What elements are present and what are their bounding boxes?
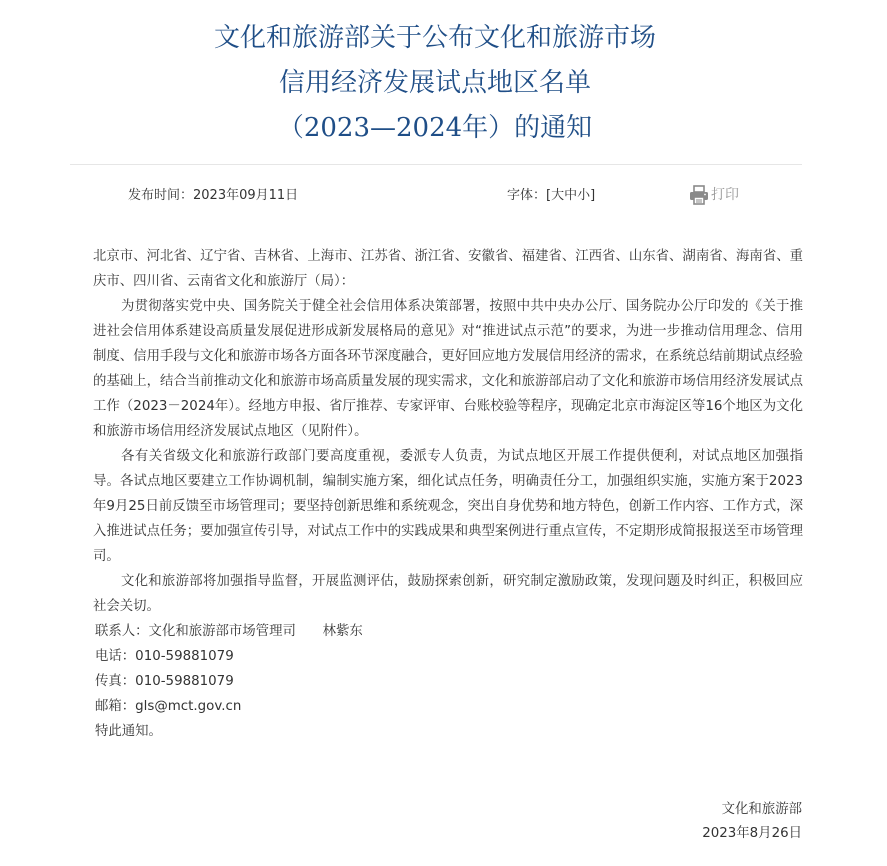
- title-line-3: （2023—2024年）的通知: [277, 113, 593, 143]
- contact-person: 联系人：文化和旅游部市场管理司 林紫东: [95, 624, 363, 639]
- publish-time: 发布时间：2023年09月11日: [128, 188, 299, 203]
- paragraph-2: 各有关省级文化和旅游行政部门要高度重视，委派专人负责，为试点地区开展工作提供便利，对试点地区加强指导。各试点地区要建立工作协调机制，编制实施方案，细化试点任务，明确责任分工，加强组织实施，实施方案于2023年9月25日前反馈至市场管理司；要坚持创新思维和系统观念，突出自身优势和地方特色，创新工作内容、工作方式，深入推进试点任务；要加强宣传引导，对试点工作中的实践成果和典型案例进行重点宣传，不定期形成简报报送至市场管理司。: [93, 449, 803, 564]
- contact-phone: 电话：010-59881079: [95, 649, 234, 664]
- font-size-selector[interactable]: 字体：[大中小]: [507, 188, 596, 203]
- print-button[interactable]: [688, 184, 739, 206]
- paragraph-3: 文化和旅游部将加强指导监督，开展监测评估，鼓励探索创新，研究制定激励政策，发现问题及时纠正，积极回应社会关切。: [93, 574, 803, 614]
- contact-fax: 传真：010-59881079: [95, 674, 234, 689]
- addressees: 北京市、河北省、辽宁省、吉林省、上海市、江苏省、浙江省、安徽省、福建省、江西省、山东省、湖南省、海南省、重庆市、四川省、云南省文化和旅游厅（局）：: [93, 249, 803, 289]
- notice-body: [93, 244, 803, 744]
- contact-email: 邮箱：gls@mct.gov.cn: [95, 699, 242, 714]
- print-label: 打印: [711, 187, 739, 203]
- closing-line: 特此通知。: [95, 724, 162, 739]
- signature-org: 文化和旅游部: [721, 802, 802, 817]
- title-line-2: 信用经济发展试点地区名单: [278, 68, 591, 98]
- paragraph-1: 为贯彻落实党中央、国务院关于健全社会信用体系决策部署，按照中共中央办公厅、国务院办公厅印发的《关于推进社会信用体系建设高质量发展促进形成新发展格局的意见》对“推进试点示范”的要求，为进一步推动信用理念、信用制度、信用手段与文化和旅游市场各方面各环节深度融合，更好回应地方发展信用经济的需求，在系统总结前期试点经验的基础上，结合当前推动文化和旅游市场高质量发展的现实需求，文化和旅游部启动了文化和旅游市场信用经济发展试点工作（2023－2024年）。经地方申报、省厅推荐、专家评审、台账校验等程序，现确定北京市海淀区等16个地区为文化和旅游市场信用经济发展试点地区（见附件）。: [93, 299, 803, 439]
- title-divider: [70, 164, 802, 165]
- printer-icon: [688, 184, 710, 206]
- notice-title: [0, 16, 870, 151]
- signature-date: 2023年8月26日: [702, 826, 802, 841]
- title-line-1: 文化和旅游部关于公布文化和旅游市场: [213, 23, 656, 53]
